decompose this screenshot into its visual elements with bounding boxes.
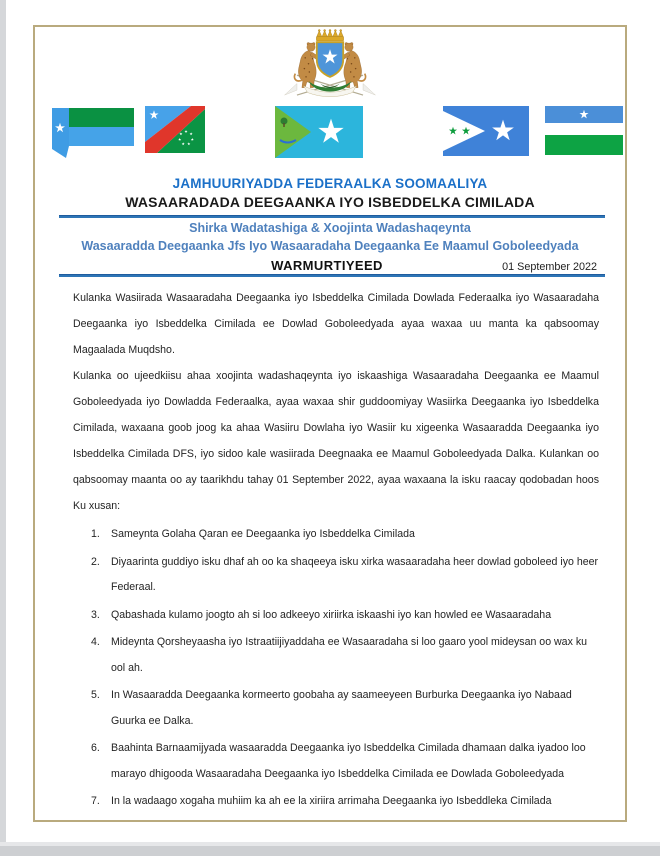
south-west-state-flag (145, 106, 205, 153)
list-item-text: Diyaarinta guddiyo isku dhaf ah oo ka shaqeeya isku xirka wasaaradaha heer dowlad goboleed iyo heer Federaal. (111, 555, 599, 593)
list-item-number: 6. (91, 742, 100, 754)
list-item-text: In la wadaago xogaha muhiim ka ah ee la xiriira arrimaha Deegaanka iyo Isbeddleka Cimilada (111, 795, 552, 807)
meeting-subtitle-line1: Shirka Wadatashiga & Xoojinta Wadashaqeynta (189, 221, 471, 235)
list-item-number: 1. (91, 528, 100, 540)
paragraph: Kulanka oo ujeedkiisu ahaa xoojinta wadashaqeynta iyo iskaashiga Wasaaradaha Deegaanka ee Maamul Goboleedyada iyo Dowladda Federaalka, ayaa waxaa shir guddoomiyay Wasiirka Deegaanka iyo Isbeddelka Cimilada, waxaana goob joog ka ahaa Wasiiru Dowlaha iyo Wasiir ku xigeenka Wasaaradda Deegaanka iyo Isbeddelka Cimilada DFS, iyo sidoo kale wasiirada Deegnaaka ee Maamul Goboleedyada Dalka. Kulankan oo qabsoomay maanta oo ay taarikhdu tahay 01 September 2022, ayaa waxaana la isku raacay qodobadan hoos Ku xusan: (73, 370, 599, 512)
list-item (73, 789, 599, 815)
hirshabelle-flag (275, 106, 363, 158)
list-item (73, 683, 599, 734)
document-type-label: WARMURTIYEED (267, 258, 397, 276)
photo-left-edge (0, 0, 6, 856)
header-divider-bottom (59, 274, 605, 277)
list-item-number: 5. (91, 689, 100, 701)
puntland-flag (545, 106, 623, 155)
republic-title: JAMHUURIYADDA FEDERAALKA SOOMAALIYA (172, 176, 488, 191)
header-divider-top (59, 215, 605, 218)
list-item-text: In Wasaaradda Deegaanka kormeerto goobaha ay saameeyeen Burburka Deegaanka iyo Nabaad Guurka ee Dalka. (111, 689, 572, 727)
document-body (73, 285, 599, 817)
galmudug-flag (443, 106, 529, 156)
list-item-text: Baahinta Barnaamijyada wasaaradda Deegaanka iyo Isbeddelka Cimilada dhamaan dalka iyadoo loo marayo dhigooda Wasaaradaha Deegaanka iyo Isbeddelka Cimilada ee Dowlada Goboleedyada (111, 742, 586, 780)
jubaland-flag (52, 106, 134, 158)
list-item (73, 522, 599, 548)
list-item-number: 3. (91, 608, 100, 621)
member-state-flags-row (35, 106, 625, 162)
page-border-frame (33, 25, 627, 822)
photo-bottom-edge (0, 846, 660, 856)
list-item-text: Sameynta Golaha Qaran ee Deegaanka iyo Isbeddelka Cimilada (111, 528, 415, 540)
list-item-number: 2. (91, 555, 100, 568)
somalia-coat-of-arms (272, 29, 388, 105)
list-item (73, 550, 599, 601)
list-item (73, 603, 599, 629)
list-item-number: 7. (91, 795, 100, 807)
resolutions-list (73, 522, 599, 815)
list-item (73, 736, 599, 787)
meeting-subtitle-line2: Wasaaradda Deegaanka Jfs Iyo Wasaaradaha Deegaanka Ee Maamul Goboleedyada (81, 239, 579, 253)
document-date: 01 September 2022 (502, 261, 597, 273)
list-item-number: 4. (91, 636, 100, 648)
list-item-text: Qabashada kulamo joogto ah si loo adkeeyo xiriirka iskaashi iyo kan howled ee Wasaaradaha (111, 608, 552, 621)
paragraph: Kulanka Wasiirada Wasaaradaha Deegaanka iyo Isbeddelka Cimilada Dowlada Federaalka iyo Wasaaradaha Deegaanka iyo Isbeddelka Cimilada ee Dowlad Goboleedyada ayaa waxaa uu manta ka qabsoomay Magaalada Muqdsho. (73, 292, 599, 356)
ministry-title: WASAARADADA DEEGAANKA IYO ISBEDDELKA CIMILADA (125, 194, 535, 210)
list-item-text: Mideynta Qorsheyaasha iyo Istraatiijiyaddaha ee Wasaaradaha si loo gaaro yool mideysan oo wax ku ool ah. (111, 636, 588, 674)
list-item (73, 630, 599, 681)
